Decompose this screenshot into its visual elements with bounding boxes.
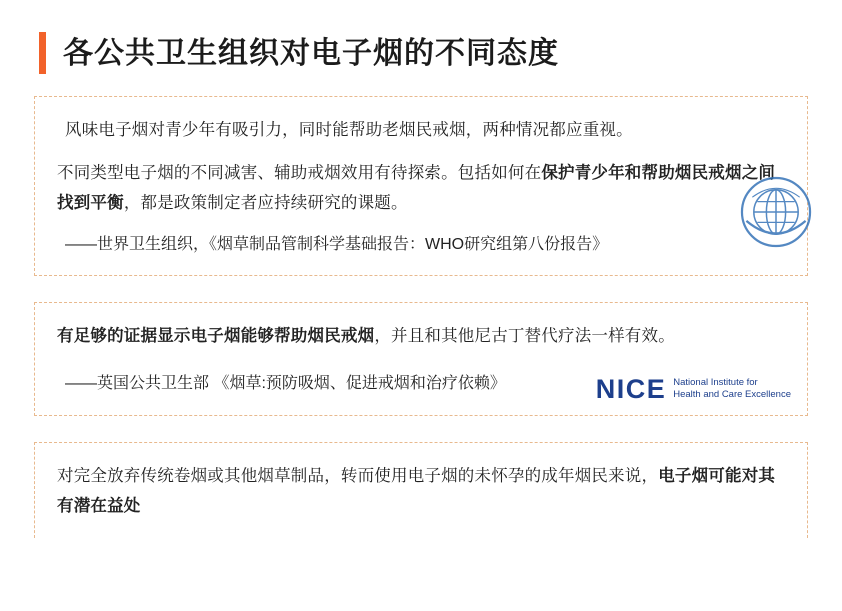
nice-logo	[596, 374, 791, 405]
paragraph: 不同类型电子烟的不同减害、辅助戒烟效用有待探索。包括如何在保护青少年和帮助烟民戒烟之间找到平衡，都是政策制定者应持续研究的课题。	[57, 163, 776, 213]
title-text: 各公共卫生组织对电子烟的不同态度	[63, 36, 559, 70]
nice-subtext-line2: Health and Care Excellence	[673, 389, 791, 401]
nice-wordmark: NICE	[595, 373, 667, 404]
nice-subtext	[673, 377, 791, 401]
quote-block-who	[34, 96, 808, 276]
quote-block-fda	[34, 442, 808, 538]
page-title	[34, 0, 808, 74]
quote-block-phe	[34, 302, 808, 415]
paragraph: 有足够的证据显示电子烟能够帮助烟民戒烟，并且和其他尼古丁替代疗法一样有效。	[57, 327, 675, 346]
paragraph: 对完全放弃传统卷烟或其他烟草制品，转而使用电子烟的未怀孕的成年烟民来说，电子烟可能对其有潜在益处	[57, 466, 776, 516]
nice-subtext-line1: National Institute for	[673, 377, 758, 388]
title-accent-bar	[39, 32, 46, 74]
quote-source: ——英国公共卫生部 《烟草:预防吸烟、促进戒烟和治疗依赖》	[65, 374, 506, 392]
paragraph: 风味电子烟对青少年有吸引力，同时能帮助老烟民戒烟，两种情况都应重视。	[65, 121, 633, 139]
quote-source: ——世界卫生组织，《烟草制品管制科学基础报告：WHO研究组第八份报告》	[65, 235, 609, 253]
